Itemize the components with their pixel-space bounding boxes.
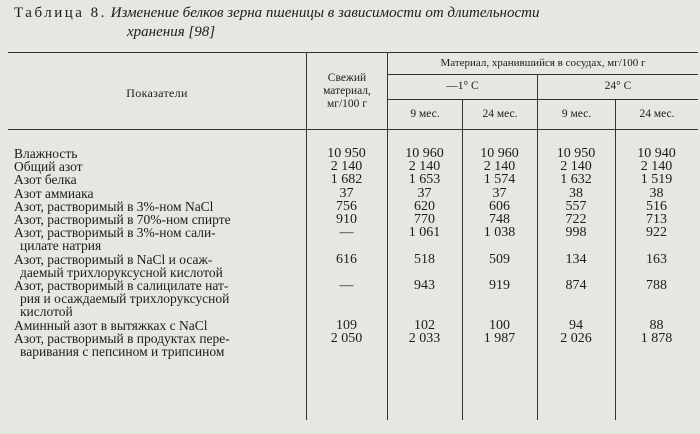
table-row bbox=[8, 279, 698, 319]
header-indicators: Показатели bbox=[126, 86, 188, 100]
row-label bbox=[8, 332, 306, 358]
header-temp-plus: 24° С bbox=[604, 80, 632, 92]
row-label-line: Общий азот bbox=[14, 159, 83, 175]
value-cell: 713 bbox=[646, 212, 667, 228]
table-row bbox=[8, 253, 698, 279]
value-cell: 518 bbox=[414, 251, 435, 267]
value-cell: 1 653 bbox=[408, 172, 441, 188]
row-label-line: Аминный азот в вытяжках с NaCl bbox=[14, 317, 208, 333]
row-label-line: рия и осаждаемый трихлоруксусной bbox=[20, 291, 230, 307]
value-cell: 2 033 bbox=[408, 330, 441, 346]
value-cell: 2 140 bbox=[560, 159, 592, 175]
value-cell: 616 bbox=[336, 251, 357, 267]
row-label-line: Азот, растворимый в 70%-ном спирте bbox=[14, 212, 231, 228]
value-cell: 1 038 bbox=[483, 225, 516, 241]
value-cell: 509 bbox=[489, 251, 510, 267]
header-stored: Материал, хранившийся в сосудах, мг/100 г bbox=[440, 57, 646, 69]
value-cell: 1 632 bbox=[560, 172, 592, 188]
value-cell: 2 140 bbox=[330, 159, 363, 175]
value-cell: 2 026 bbox=[560, 330, 592, 346]
value-cell: 770 bbox=[414, 212, 435, 228]
value-cell: 620 bbox=[414, 198, 435, 214]
table-number: Таблица 8. bbox=[14, 5, 107, 21]
header-period-4: 24 мес. bbox=[639, 108, 675, 120]
value-cell: 788 bbox=[646, 278, 667, 294]
value-cell: 606 bbox=[489, 198, 510, 214]
value-cell: 998 bbox=[565, 225, 587, 241]
value-cell: 756 bbox=[336, 198, 357, 214]
value-cell: 557 bbox=[565, 198, 587, 214]
row-label bbox=[8, 226, 306, 252]
value-cell: 1 061 bbox=[408, 225, 441, 241]
table-caption bbox=[14, 4, 694, 42]
header-fresh-line3: мг/100 г bbox=[326, 98, 368, 110]
row-label bbox=[8, 173, 306, 186]
value-cell: 2 140 bbox=[640, 159, 673, 175]
value-cell: 134 bbox=[565, 251, 587, 267]
value-cell: 874 bbox=[565, 278, 587, 294]
table-title-line2: хранения [98] bbox=[127, 24, 216, 40]
row-label-line: цилате натрия bbox=[20, 238, 102, 254]
row-label bbox=[8, 187, 306, 200]
value-cell: 2 140 bbox=[408, 159, 441, 175]
table-row bbox=[8, 173, 698, 186]
value-cell: 38 bbox=[569, 185, 583, 201]
row-label bbox=[8, 319, 306, 332]
value-cell: 1 519 bbox=[640, 172, 673, 188]
row-label bbox=[8, 253, 306, 279]
header-period-2: 24 мес. bbox=[482, 108, 518, 120]
table-title: Изменение белков зерна пшеницы в зависимости от длительности bbox=[110, 5, 540, 21]
value-cell: — bbox=[339, 225, 354, 241]
table-row bbox=[8, 319, 698, 332]
header-period-3: 9 мес. bbox=[561, 108, 592, 120]
row-label-line: Азот, растворимый в продуктах перe- bbox=[14, 330, 230, 346]
value-cell: 516 bbox=[646, 198, 667, 214]
header-period-1: 9 мес. bbox=[410, 108, 440, 120]
value-cell: 910 bbox=[336, 212, 357, 228]
value-cell: 100 bbox=[489, 317, 510, 333]
row-label bbox=[8, 279, 306, 319]
value-cell: 38 bbox=[649, 185, 664, 201]
value-cell: 2 050 bbox=[330, 330, 363, 346]
value-cell: 163 bbox=[646, 251, 667, 267]
header-temp-minus: —1° С bbox=[446, 80, 479, 92]
value-cell: 748 bbox=[489, 212, 510, 228]
table-row bbox=[8, 187, 698, 200]
value-cell: 943 bbox=[414, 278, 435, 294]
value-cell: 10 960 bbox=[405, 146, 444, 161]
temp-rule bbox=[387, 99, 698, 100]
value-cell: 37 bbox=[417, 185, 432, 201]
value-cell: 109 bbox=[336, 317, 357, 333]
value-cell: 1 682 bbox=[330, 172, 363, 188]
value-cell: 1 574 bbox=[483, 172, 516, 188]
row-label-line: даемый трихлоруксусной кислотой bbox=[20, 264, 223, 280]
row-label-line: варивания с пепсином и трипсином bbox=[20, 344, 225, 360]
row-label-line: Влажность bbox=[14, 146, 78, 161]
header-fresh-line2: материал, bbox=[323, 85, 371, 97]
value-cell: 722 bbox=[565, 212, 587, 228]
value-cell: 922 bbox=[646, 225, 667, 241]
row-label-line: Азот белка bbox=[14, 172, 77, 188]
value-cell: 88 bbox=[649, 317, 664, 333]
value-cell: 37 bbox=[492, 185, 507, 201]
data-table bbox=[8, 147, 698, 358]
row-label-line: Азот, растворимый в 3%-ном сали- bbox=[14, 225, 216, 241]
top-rule bbox=[8, 52, 698, 53]
value-cell: 102 bbox=[414, 317, 435, 333]
stored-rule bbox=[387, 74, 698, 75]
header-bottom-rule bbox=[8, 129, 698, 130]
row-label-line: Азот аммиака bbox=[14, 185, 94, 201]
value-cell: 37 bbox=[339, 185, 354, 201]
table-row bbox=[8, 226, 698, 252]
value-cell: 10 950 bbox=[327, 146, 366, 161]
header-fresh bbox=[307, 72, 387, 111]
row-label-line: Азот, растворимый в 3%-ном NaCl bbox=[14, 198, 214, 214]
value-cell: 94 bbox=[569, 317, 583, 333]
value-cell: 1 878 bbox=[640, 330, 673, 346]
value-cell: 2 140 bbox=[483, 159, 516, 175]
header-fresh-line1: Свежий bbox=[327, 72, 367, 84]
row-label-line: Азот, растворимый в салицилате нат- bbox=[14, 278, 229, 294]
row-label-line: кислотой bbox=[20, 304, 73, 320]
value-cell: 919 bbox=[489, 278, 510, 294]
value-cell: 1 987 bbox=[483, 330, 516, 346]
row-label-line: Азот, растворимый в NaCl и осаж- bbox=[14, 251, 213, 267]
value-cell: — bbox=[339, 278, 354, 294]
value-cell: 10 940 bbox=[637, 146, 676, 161]
table-row bbox=[8, 332, 698, 358]
value-cell: 10 960 bbox=[480, 146, 519, 161]
value-cell: 10 950 bbox=[556, 146, 596, 161]
